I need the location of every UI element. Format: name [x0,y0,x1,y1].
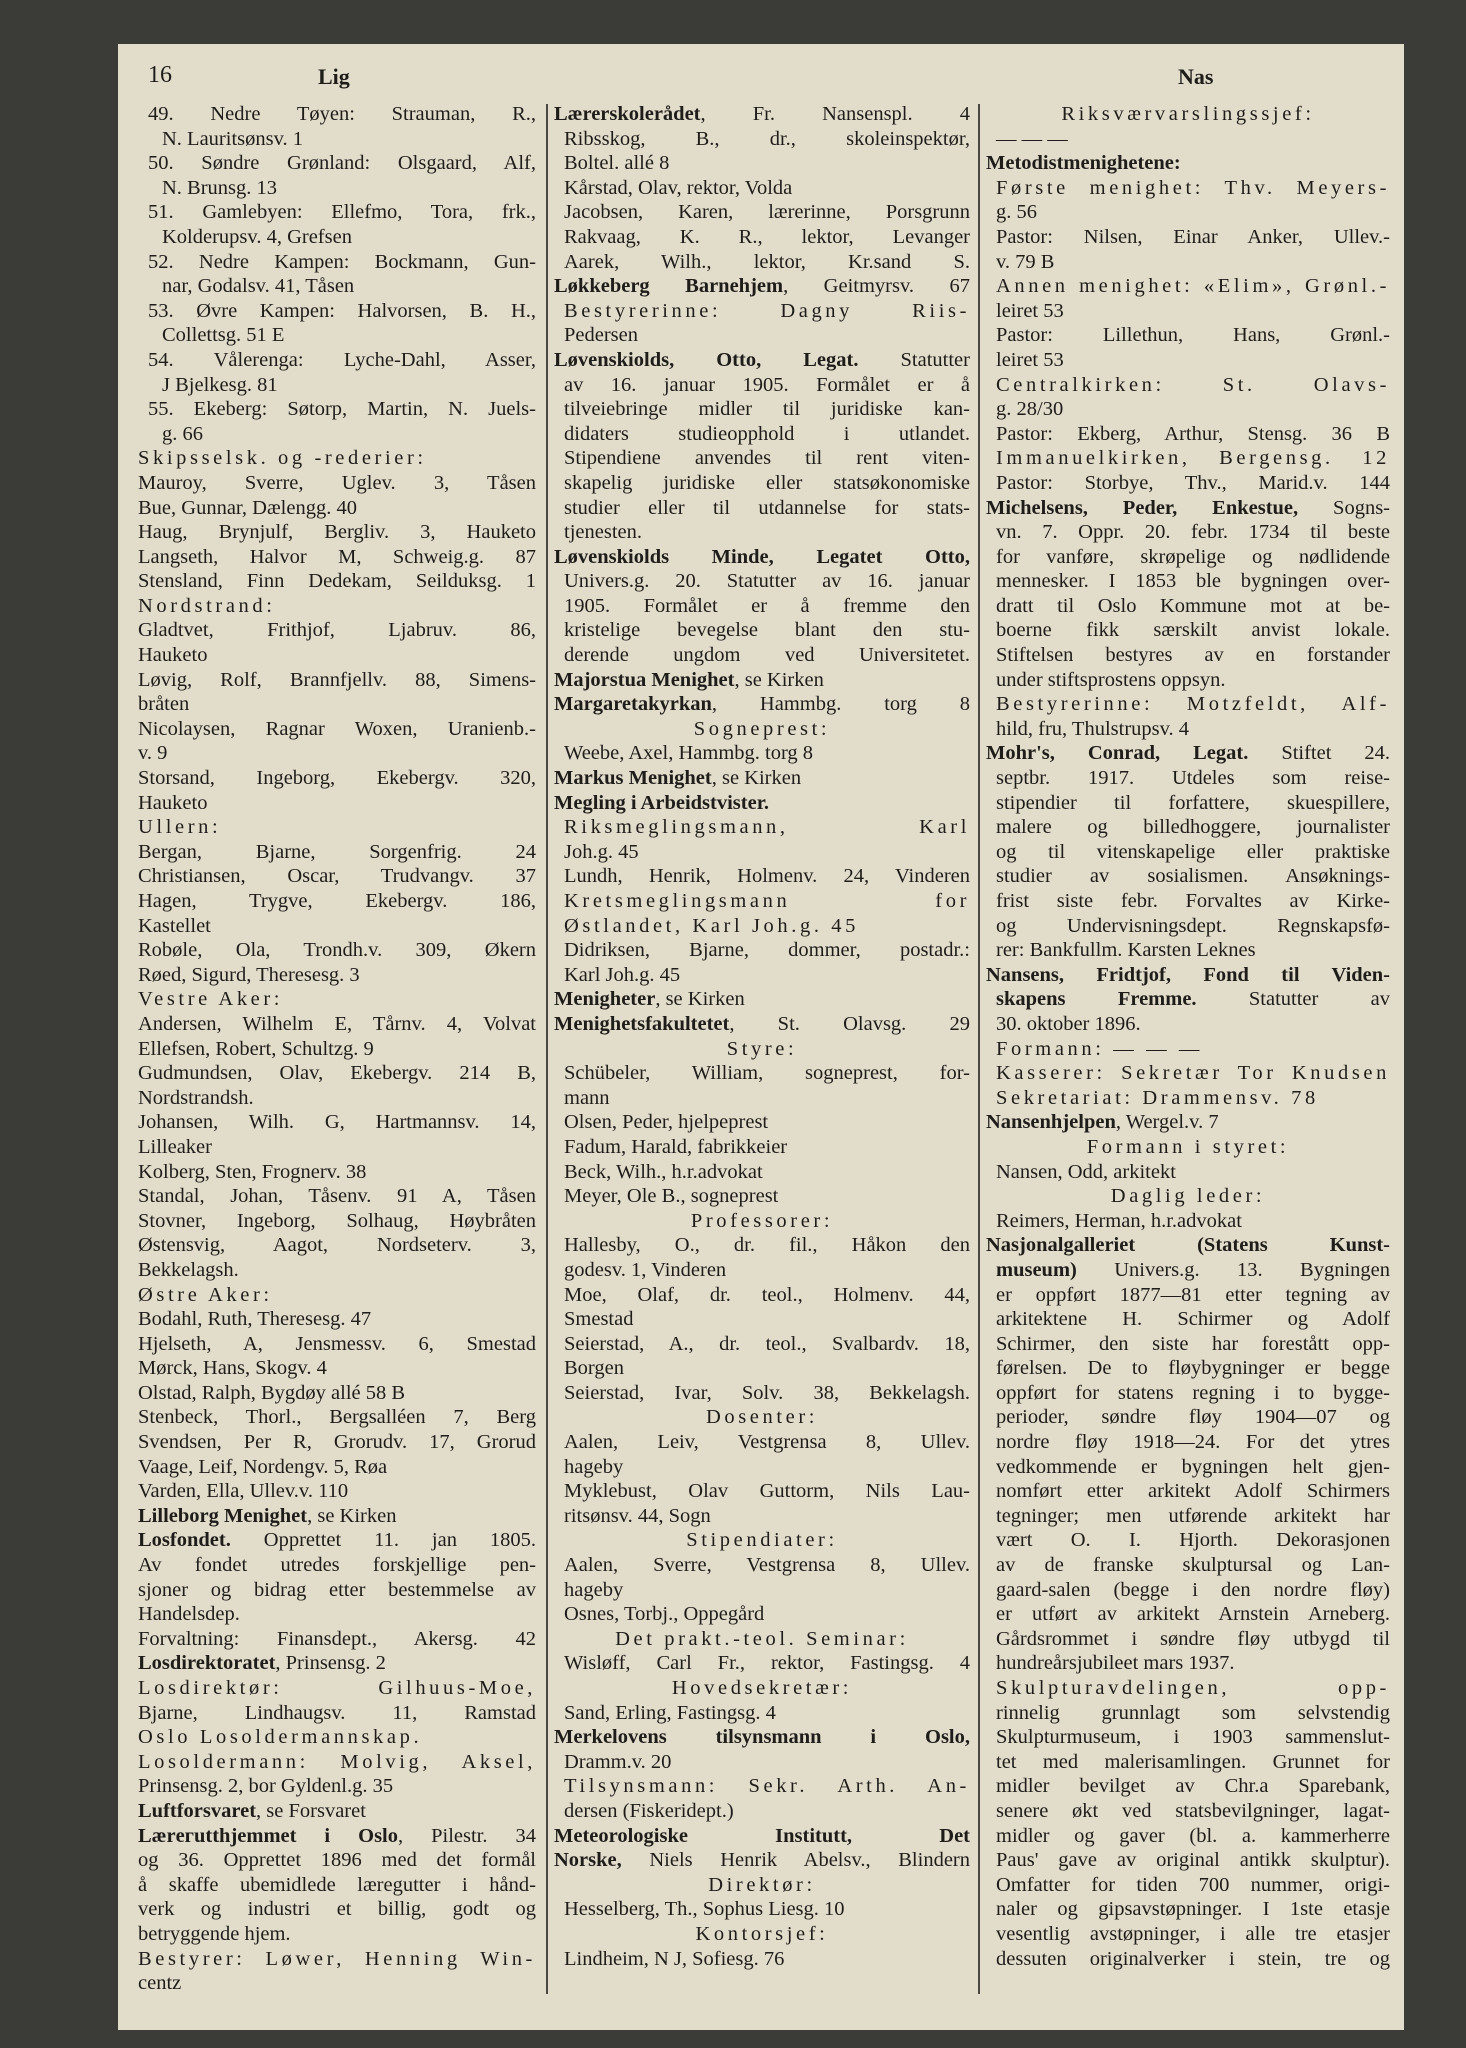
text-line: Forvaltning: Finansdept., Akersg. 42 [138,1627,536,1650]
text-line: Lindheim, N J, Sofiesg. 76 [564,1947,785,1970]
text-line: Pastor: Nilsen, Einar Anker, Ullev.- [996,225,1390,248]
entry-heading: Lærerskolerådet [554,103,701,125]
text-line: Schirmer, den siste har forestått opp- [996,1332,1390,1355]
text-column-1 [138,102,536,1996]
text-line: dersen (Fiskeridept.) [564,1799,734,1822]
text-line: Hauketo [138,644,208,667]
text-line: Løvenskiolds, Otto, Legat. Statutter [554,348,970,371]
entry-heading: Nasjonalgalleriet (Statens Kunst- [986,1234,1390,1257]
text-line: Bestyrerinne: Motzfeldt, Alf- [996,693,1390,716]
text-line: godesv. 1, Vinderen [564,1258,727,1281]
text-line: N. Brunsg. 13 [162,176,278,199]
text-line: vn. 7. Oppr. 20. febr. 1734 til beste [996,521,1390,544]
text-line: Stenbeck, Thorl., Bergsalléen 7, Berg [138,1406,536,1429]
entry-heading: Lærегutthjemmet i Oslo [138,1824,398,1847]
text-line: Johansen, Wilh. G, Hartmannsv. 14, [138,1111,536,1134]
entry-heading: Meteorologiske Institutt, Det [554,1824,970,1847]
text-line: av de franske skulptursal og Lan- [996,1554,1390,1577]
text-line: Pedersen [564,324,639,347]
text-line: Weebe, Axel, Hammbg. torg 8 [564,742,814,765]
text-line: Stipendiater: [686,1529,838,1552]
entry-heading: Løkkeberg Barnehjem [554,275,784,298]
text-line: Aalen, Sverre, Vestgrensa 8, Ullev. [564,1554,970,1577]
text-line [986,963,1390,988]
text-line: Kolberg, Sten, Frognerv. 38 [138,1160,367,1183]
text-line: Margaretakyrkan, Hammbg. torg 8 [554,693,970,716]
text-line: Sand, Erling, Fastingsg. 4 [564,1701,776,1724]
text-line: Nordstrand: [138,594,276,617]
text-line: Bue, Gunnar, Dælengg. 40 [138,496,357,519]
text-line: Storsand, Ingeborg, Ekebergv. 320, [138,767,536,790]
text-line: Michelsens, Peder, Enkestue, Sogns- [986,496,1390,519]
text-line: Det prakt.-teol. Seminar: [615,1627,909,1650]
text-line: Hallesby, O., dr. fil., Håkon den [564,1234,970,1257]
text-line: Svendsen, Per R, Grorudv. 17, Grorud [138,1431,536,1454]
page-header [118,62,1404,102]
text-line: ritsønsv. 44, Sogn [564,1504,711,1527]
text-line: Standal, Johan, Tåsenv. 91 A, Tåsen [138,1185,536,1208]
text-line: Norske, Niels Henrik Abelsv., Blindern [554,1849,970,1872]
text-line [554,1725,970,1750]
text-line: hageby [564,1578,624,1601]
text-line: Skipsselsk. og -rederier: [138,447,427,470]
text-line: Haug, Brynjulf, Bergliv. 3, Hauketo [138,521,536,544]
entry-heading: Nansenhjelpen [986,1111,1116,1134]
text-line [554,1824,970,1849]
text-line: Nordstrandsh. [138,1086,254,1109]
text-line: Mørck, Hans, Skogv. 4 [138,1357,327,1380]
text-line: Joh.g. 45 [564,840,639,863]
text-line: Omfatter for tiden 700 nummer, origi- [996,1873,1390,1896]
text-line: Direktør: [708,1873,816,1896]
text-line: Stensland, Finn Dedekam, Seilduksg. 1 [138,570,536,593]
entry-heading: Løvenskiolds, Otto, Legat. [554,348,859,371]
entry-heading: Menigheter [554,988,656,1011]
text-line: hageby [564,1455,624,1478]
text-line: Univers.g. 20. Statutter av 16. januar [564,570,970,593]
text-line: Mohr's, Conrad, Legat. Stiftet 24. [986,742,1390,765]
text-line: Hauketo [138,791,208,814]
text-line: Karl Joh.g. 45 [564,963,681,986]
text-line: Didriksen, Bjarne, dommer, postadr.: [564,939,970,962]
text-line: Nansenhjelpen, Wergel.v. 7 [986,1111,1219,1134]
entry-heading: Løvenskiolds Minde, Legatet Otto, [554,545,970,568]
text-line: 51. Gamlebyen: Ellefmo, Tora, frk., [148,201,536,224]
entry-heading: Margaretakyrkan [554,693,712,716]
entry-heading: Michelsens, Peder, Enkestue, [986,496,1299,519]
text-line: Boltel. allé 8 [564,152,670,175]
text-line: rinnelig grunnlagt som selvstendig [996,1701,1390,1724]
text-line: Aarek, Wilh., lektor, Kr.sand S. [564,250,970,273]
text-line [986,1233,1390,1258]
text-line: Vestre Aker: [138,988,284,1011]
text-line: tet med malerisamlingen. Grunnet for [996,1750,1390,1773]
text-line: Riksværvarslingssjef: [1061,103,1315,125]
text-line: 52. Nedre Kampen: Bockmann, Gun- [148,250,536,273]
text-line: Nicolaysen, Ragnar Woxen, Uranienb.- [138,717,536,740]
text-line: senere økt ved statsbevilgninger, lagat- [996,1799,1390,1822]
text-line: Løkkeberg Barnehjem, Geitmyrsv. 67 [554,275,970,298]
text-line: sjoner og bidrag etter bestemmelse av [138,1578,536,1601]
text-line: Sekretariat: Drammensv. 78 [996,1086,1319,1109]
text-line: Mauroy, Sverre, Uglev. 3, Tåsen [138,471,536,494]
text-line: Kontorsjef: [695,1922,829,1945]
text-line: Varden, Ella, Ullev.v. 110 [138,1480,349,1503]
text-line: 1905. Formålet er å fremme den [564,594,970,617]
text-line: skapelig juridiske eller statsøkonomiske [564,471,970,494]
text-line: Vaage, Leif, Nordengv. 5, Røa [138,1455,388,1478]
text-line: Av fondet utredes forskjellige pen- [138,1554,536,1577]
text-line: nomført etter arkitekt Adolf Schirmers [996,1480,1390,1503]
text-line: Centralkirken: St. Olavs- [996,373,1390,396]
text-line: og til vitenskapelige eller praktiske [996,840,1390,863]
text-line: er utført av arkitekt Arnstein Arneberg. [996,1603,1390,1626]
text-line: Hesselberg, Th., Sophus Liesg. 10 [564,1898,845,1921]
text-line: Olsen, Peder, hjelpeprest [564,1111,769,1134]
text-line: Robøle, Ola, Trondh.v. 309, Økern [138,939,536,962]
text-line: Lilleaker [138,1135,212,1158]
text-line: Seierstad, Ivar, Solv. 38, Bekkelagsh. [564,1381,970,1404]
entry-heading: Losdirektoratet [138,1652,276,1675]
text-line: Ellefsen, Robert, Schultzg. 9 [138,1037,374,1060]
text-line: Østensvig, Aagot, Nordseterv. 3, [138,1234,536,1257]
text-line: N. Lauritsønsv. 1 [162,127,304,150]
text-line: Markus Menighet, se Kirken [554,767,802,790]
text-line: studier eller til utdannelse for stats- [564,496,970,519]
text-line: Lundh, Henrik, Holmenv. 24, Vinderen [564,865,970,888]
entry-heading: Mohr's, Conrad, Legat. [986,742,1249,765]
text-line: Kasserer: Sekretær Tor Knudsen [996,1062,1390,1085]
text-line: centz [138,1972,182,1995]
text-line: Formann i styret: [1086,1135,1290,1158]
entry-heading: Lilleborg Menighet [138,1504,308,1527]
text-line: nar, Godalsv. 41, Tåsen [162,275,355,298]
text-line: Schübeler, William, sogneprest, for- [564,1062,970,1085]
text-line: Ribsskog, B., dr., skoleinspektør, [564,127,970,150]
text-line: Stiftelsen bestyres av en forstander [996,644,1390,667]
text-line: Fadum, Harald, fabrikkeier [564,1135,788,1158]
text-line: Annen menighet: «Elim», Grønl.- [996,275,1390,298]
text-line: Menigheter, se Kirken [554,988,745,1011]
text-line [986,151,1390,176]
text-line: dessuten originalverker i stein, tre og [996,1947,1390,1970]
text-line: bråten [138,693,190,716]
text-line: Bestyrer: Løwer, Henning Win- [138,1947,536,1970]
text-line: stipendier til forfattere, skuespillere, [996,791,1390,814]
text-line: Professorer: [690,1209,834,1232]
text-line: Sogneprest: [693,717,831,740]
entry-heading: Losfondet. [138,1529,231,1552]
page-number: 16 [148,62,172,88]
text-line: Stipendiene anvendes til rent viten- [564,447,970,470]
entry-heading: skapens Fremme. [996,988,1197,1011]
text-line: Bergan, Bjarne, Sorgenfrig. 24 [138,840,536,863]
text-line: dratt til Oslo Kommune mot at be- [996,594,1390,617]
text-line: g. 28/30 [996,398,1064,421]
text-line: hundreårsjubileet mars 1937. [996,1652,1235,1675]
text-line: Røed, Sigurd, Theresesg. 3 [138,963,360,986]
entry-heading: Merkelovens tilsynsmann i Oslo, [554,1726,970,1749]
text-line: Losdirektoratet, Prinsensg. 2 [138,1652,386,1675]
text-line: Majorstua Menighet, se Kirken [554,668,824,691]
text-line: Wisløff, Carl Fr., rektor, Fastingsg. 4 [564,1652,970,1675]
text-line: 53. Øvre Kampen: Halvorsen, B. H., [148,299,536,322]
text-line: Østlandet, Karl Joh.g. 45 [564,914,859,937]
text-line: naler og gipsavstøpninger. I 1ste etasje [996,1898,1390,1921]
text-line: Seierstad, A., dr. teol., Svalbardv. 18, [564,1332,970,1355]
text-line: Borgen [564,1357,624,1380]
text-line: Ullern: [138,816,222,839]
entry-heading: Menighetsfakultetet [554,1012,730,1035]
text-line: Skulpturmuseum, i 1903 sammenslut- [996,1726,1390,1749]
text-line: Aalen, Leiv, Vestgrensa 8, Ullev. [564,1431,970,1454]
text-line: Andersen, Wilhelm E, Tårnv. 4, Volvat [138,1012,536,1035]
text-line: Smestad [564,1308,634,1331]
text-line: J Bjelkesg. 81 [162,373,278,396]
text-line: 54. Vålerenga: Lyche-Dahl, Asser, [148,348,536,371]
text-line: Gudmundsen, Olav, Ekebergv. 214 B, [138,1062,536,1085]
text-line: Tilsynsmann: Sekr. Arth. An- [564,1775,970,1798]
text-line: derende ungdom ved Universitetet. [564,644,970,667]
text-line: Olstad, Ralph, Bygdøy allé 58 B [138,1381,406,1404]
text-line: Gårdsrommet i søndre fløy utbygd til [996,1627,1390,1650]
text-line: tilveiebringe midler til juridiske kan- [564,398,970,421]
entry-heading: Nansens, Fridtjof, Fond til Viden- [986,963,1390,986]
text-line: førelsen. De to fløybygninger er begge [996,1357,1390,1380]
text-line: Hjelseth, A, Jensmessv. 6, Smestad [138,1332,536,1355]
text-line: 49. Nedre Tøyen: Strauman, R., [148,103,536,125]
text-line: Lærегutthjemmet i Oslo, Pilestr. 34 [138,1824,536,1847]
text-line [554,791,970,816]
text-line: Beck, Wilh., h.r.advokat [564,1160,763,1183]
text-line: er oppført 1877—81 etter tegning av [996,1283,1390,1306]
text-line: v. 79 B [996,250,1055,273]
text-line: Rakvaag, K. R., lektor, Levanger [564,225,970,248]
text-line: Dramm.v. 20 [564,1750,672,1773]
text-line: g. 56 [996,201,1037,224]
text-line: Skulpturavdelingen, opp- [996,1677,1390,1699]
text-line: Prinsensg. 2, bor Gyldenl.g. 35 [138,1775,394,1798]
entry-heading: Norske, [554,1849,622,1872]
text-line: Lærerskolerådet, Fr. Nansenspl. 4 [554,103,970,125]
text-line: g. 66 [162,422,203,445]
text-line: perioder, søndre fløy 1904—07 og [996,1406,1390,1429]
text-line: v. 9 [138,742,168,765]
text-line: vesentlig avstøpninger, i alle tre etasjer [996,1922,1390,1945]
text-line: Første menighet: Thv. Meyers- [996,176,1390,199]
text-column-3 [986,102,1390,1971]
entry-heading: Megling i Arbeidstvister. [554,791,770,814]
text-line: Menighetsfakultetet, St. Olavsg. 29 [554,1012,970,1035]
entry-heading: museum) [996,1258,1077,1281]
text-line: Formann: — — — [996,1037,1203,1060]
text-line: av 16. januar 1905. Formålet er å [564,373,970,396]
text-line: septbr. 1917. Utdeles som reise- [996,767,1390,790]
text-line: Riksmeglingsmann, Karl [564,816,970,839]
text-line: Osnes, Torbj., Oppegård [564,1603,765,1626]
text-line: hild, fru, Thulstrupsv. 4 [996,717,1190,740]
text-line: Oslo Losoldermannskap. [138,1726,423,1749]
text-line: Moe, Olaf, dr. teol., Holmenv. 44, [564,1283,970,1306]
text-line: vært O. I. Hjorth. Dekorasjonen [996,1529,1390,1552]
entry-heading: Markus Menighet [554,767,712,790]
text-line: — — — [996,127,1068,150]
text-line: verk og industri et billig, godt og [138,1898,536,1921]
text-line: malere og billedhoggere, journalister [996,816,1390,839]
text-line: Bekkelagsh. [138,1258,239,1281]
text-line: Kastellet [138,914,211,937]
header-right-guide-word: Nas [1178,64,1214,89]
text-line: Losfondet. Opprettet 11. jan 1805. [138,1529,536,1552]
text-line: leiret 53 [996,348,1064,371]
text-line: Lilleborg Menighet, se Kirken [138,1504,397,1527]
text-line: Dosenter: [705,1406,819,1429]
text-line: Reimers, Herman, h.r.advokat [996,1209,1242,1232]
text-line: leiret 53 [996,299,1064,322]
text-line: Meyer, Ole B., sogneprest [564,1185,779,1208]
text-line: Kretsmeglingsmann for [564,890,970,912]
text-line: 55. Ekeberg: Søtorp, Martin, N. Juels- [148,398,536,421]
text-line: oppført for statens regning i to bygge- [996,1381,1390,1404]
text-line: rer: Bankfullm. Karsten Leknes [996,939,1256,962]
text-line: å skaffe ubemidlede læregutter i hånd- [138,1873,536,1896]
document-page [118,44,1404,2030]
text-line: Løvig, Rolf, Brannfjellv. 88, Simens- [138,668,536,691]
text-line: Nansen, Odd, arkitekt [996,1160,1176,1183]
text-line: Christiansen, Oscar, Trudvangv. 37 [138,865,536,888]
entry-heading: Majorstua Menighet [554,668,735,691]
text-line: Pastor: Ekberg, Arthur, Stensg. 36 B [996,422,1390,445]
text-line: tegninger; men utførende arkitekt har [996,1504,1390,1527]
column-divider [978,104,980,1994]
text-line: for vanføre, skrøpelige og nødlidende [996,545,1390,568]
text-line: Hagen, Trygve, Ekebergv. 186, [138,890,536,912]
text-line: Bjarne, Lindhaugsv. 11, Ramstad [138,1701,536,1724]
text-line: betryggende hjem. [138,1922,291,1945]
text-line: vedkommende er bygningen helt gjen- [996,1455,1390,1478]
text-line: 30. oktober 1896. [996,1012,1141,1035]
text-line: 50. Søndre Grønland: Olsgaard, Alf, [148,152,536,175]
text-line: midler bevilget av Chr.a Sparebank, [996,1775,1390,1798]
text-line: Bestyrerinne: Dagny Riis- [564,299,970,322]
text-line: Kolderupsv. 4, Grefsen [162,225,352,248]
text-line: under stiftsprostens oppsyn. [996,668,1226,691]
entry-heading: Luftforsvaret [138,1799,257,1822]
text-line: Stovner, Ingeborg, Solhaug, Høybråten [138,1209,536,1232]
text-line: og Undervisningsdept. Regnskapsfø- [996,914,1390,937]
text-line: skapens Fremme. Statutter av [996,988,1390,1011]
text-line: Handelsdep. [138,1603,240,1626]
text-line: Langseth, Halvor M, Schweig.g. 87 [138,545,536,568]
text-line: kristelige bevegelse blant den stu- [564,619,970,642]
text-line: arkitektene H. Schirmer og Adolf [996,1308,1390,1331]
text-line: studier av sosialismen. Ansøknings- [996,865,1390,888]
text-line: mennesker. I 1853 ble bygningen over- [996,570,1390,593]
text-line: Losdirektør: Gilhuus-Moe, [138,1677,536,1699]
header-left-guide-word: Lig [318,64,350,89]
text-line: gaard-salen (begge i den nordre fløy) [996,1578,1390,1601]
text-line: Paus' gave av original antikk skulptur). [996,1849,1390,1872]
text-line: og 36. Opprettet 1896 med det formål [138,1849,536,1872]
text-column-2 [554,102,970,1971]
text-line: mann [564,1086,610,1109]
text-line: Hovedsekretær: [671,1677,853,1699]
text-line: tjenesten. [564,521,642,544]
text-line: Kårstad, Olav, rektor, Volda [564,176,793,199]
text-line: midler og gaver (bl. a. kammerherre [996,1824,1390,1847]
text-line: Collettsg. 51 E [162,324,285,347]
text-line: Gladtvet, Frithjof, Ljabruv. 86, [138,619,536,642]
text-line: Myklebust, Olav Guttorm, Nils Lau- [564,1480,970,1503]
text-line: Østre Aker: [138,1283,273,1306]
text-line: Luftforsvaret, se Forsvaret [138,1799,366,1822]
text-line: museum) Univers.g. 13. Bygningen [996,1258,1390,1281]
text-line: Pastor: Storbye, Thv., Marid.v. 144 [996,471,1390,494]
entry-heading: Metodistmenighetene: [986,152,1181,175]
column-divider [546,104,548,1994]
text-line: Bodahl, Ruth, Theresesg. 47 [138,1308,372,1331]
text-line [554,545,970,570]
text-line: Pastor: Lillethun, Hans, Grønl.- [996,324,1390,347]
text-line: didaters studieopphold i utlandet. [564,422,970,445]
text-line: Daglig leder: [1110,1185,1266,1208]
text-line: Immanuelkirken, Bergensg. 12 [996,447,1390,470]
text-line: boerne fikk særskilt anvist lokale. [996,619,1390,642]
text-line: nordre fløy 1918—24. For det ytres [996,1431,1390,1454]
text-line: Styre: [726,1037,798,1060]
text-line: Losoldermann: Molvig, Aksel, [138,1750,536,1773]
text-line: Jacobsen, Karen, lærerinne, Porsgrunn [564,201,970,224]
text-line: frist siste febr. Forvaltes av Kirke- [996,890,1390,912]
